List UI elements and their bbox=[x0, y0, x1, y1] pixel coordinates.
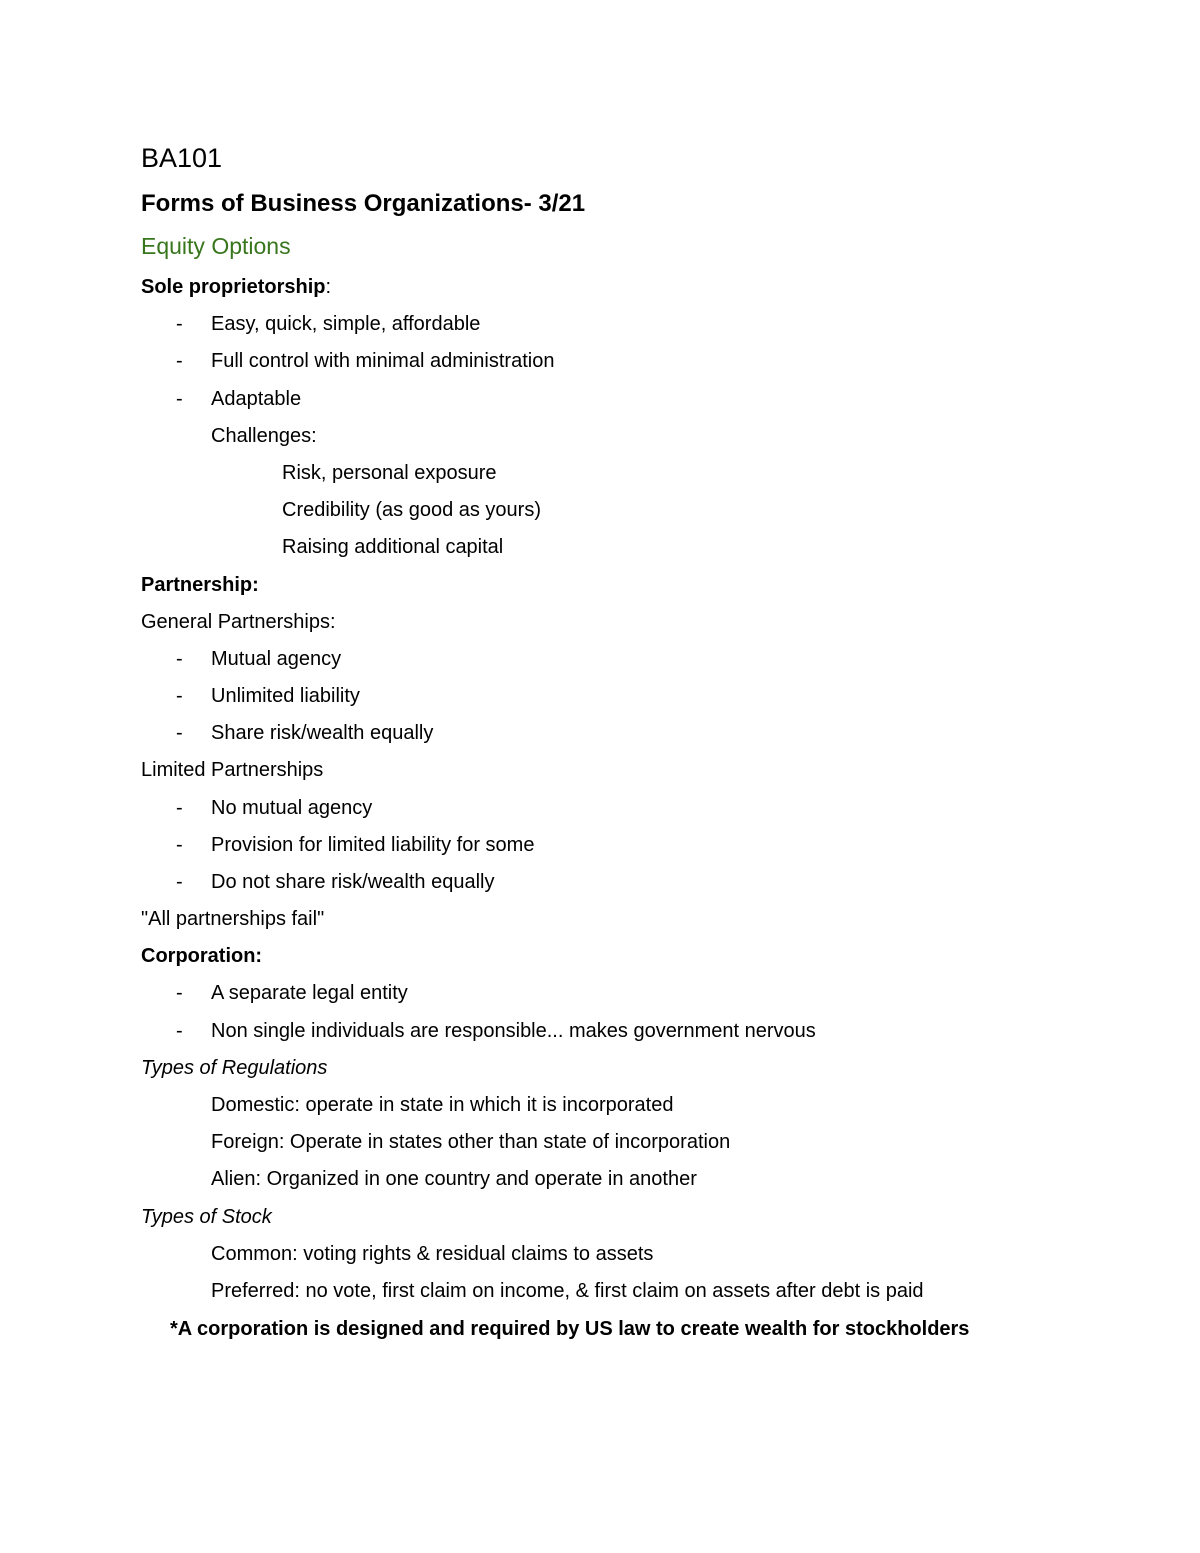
list-item: Full control with minimal administration bbox=[211, 350, 555, 372]
list-item: Easy, quick, simple, affordable bbox=[211, 313, 481, 335]
list-item: Do not share risk/wealth equally bbox=[211, 871, 495, 893]
sole-proprietorship-heading bbox=[141, 277, 331, 297]
list-item: Unlimited liability bbox=[211, 685, 360, 707]
list-item: No mutual agency bbox=[211, 797, 373, 819]
bullet-dash: - bbox=[176, 982, 183, 1004]
section-heading-equity-options: Equity Options bbox=[141, 233, 291, 259]
course-code: BA101 bbox=[141, 143, 223, 173]
bullet-dash: - bbox=[176, 350, 183, 372]
bullet-dash: - bbox=[176, 834, 183, 856]
list-item: Mutual agency bbox=[211, 648, 342, 670]
list-item: Share risk/wealth equally bbox=[211, 722, 434, 744]
list-item: A separate legal entity bbox=[211, 982, 408, 1004]
corporation-note: *A corporation is designed and required by US law to create wealth for stockholders bbox=[170, 1318, 970, 1340]
regulation-item: Alien: Organized in one country and operate in another bbox=[211, 1168, 697, 1190]
sole-proprietorship-heading-colon: : bbox=[325, 276, 332, 298]
corporation-heading: Corporation: bbox=[141, 945, 263, 967]
challenge-item: Raising additional capital bbox=[282, 536, 504, 558]
types-of-stock-label: Types of Stock bbox=[141, 1206, 272, 1228]
challenges-label: Challenges: bbox=[211, 425, 317, 447]
bullet-dash: - bbox=[176, 797, 183, 819]
types-of-regulations-label: Types of Regulations bbox=[141, 1057, 328, 1079]
challenge-item: Credibility (as good as yours) bbox=[282, 499, 541, 521]
bullet-dash: - bbox=[176, 313, 183, 335]
challenge-item: Risk, personal exposure bbox=[282, 462, 497, 484]
bullet-dash: - bbox=[176, 388, 183, 410]
stock-item: Preferred: no vote, first claim on income, & first claim on assets after debt is paid bbox=[211, 1280, 924, 1302]
general-partnerships-label: General Partnerships: bbox=[141, 611, 336, 633]
list-item: Provision for limited liability for some bbox=[211, 834, 535, 856]
regulation-item: Foreign: Operate in states other than state of incorporation bbox=[211, 1131, 731, 1153]
sole-proprietorship-heading-label: Sole proprietorship bbox=[141, 276, 326, 298]
regulation-item: Domestic: operate in state in which it is incorporated bbox=[211, 1094, 674, 1116]
limited-partnerships-label: Limited Partnerships bbox=[141, 759, 324, 781]
partnerships-quote: "All partnerships fail" bbox=[141, 908, 325, 930]
stock-item: Common: voting rights & residual claims to assets bbox=[211, 1243, 654, 1265]
bullet-dash: - bbox=[176, 648, 183, 670]
bullet-dash: - bbox=[176, 871, 183, 893]
list-item: Adaptable bbox=[211, 388, 302, 410]
bullet-dash: - bbox=[176, 685, 183, 707]
page-title: Forms of Business Organizations- 3/21 bbox=[141, 190, 586, 217]
list-item: Non single individuals are responsible... makes government nervous bbox=[211, 1020, 816, 1042]
partnership-heading: Partnership: bbox=[141, 574, 259, 596]
bullet-dash: - bbox=[176, 1020, 183, 1042]
bullet-dash: - bbox=[176, 722, 183, 744]
